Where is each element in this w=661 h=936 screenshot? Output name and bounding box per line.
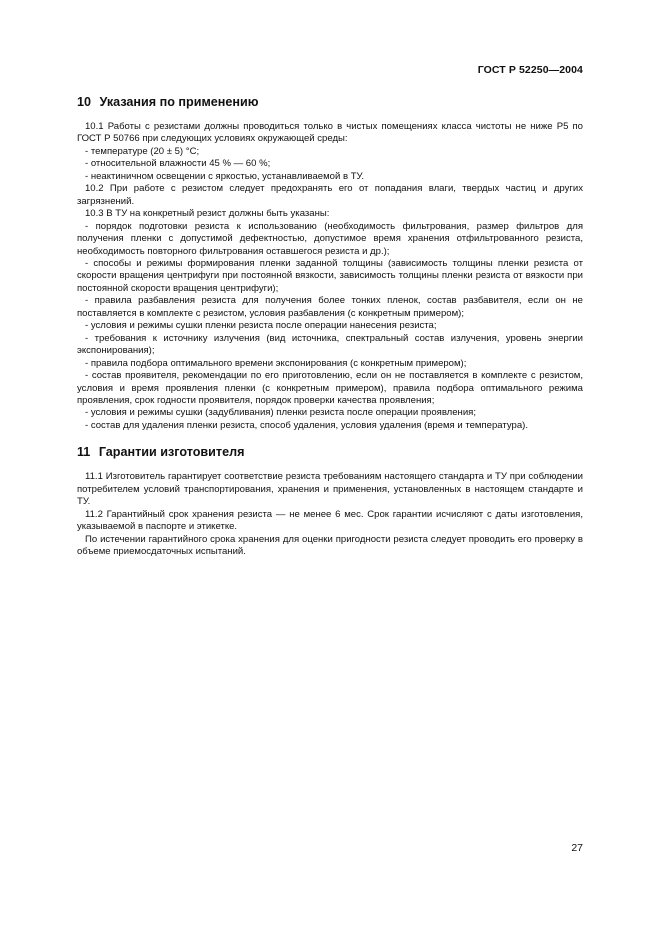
list-item: - порядок подготовки резиста к использованию (необходимость фильтрования, размер фильтров для получения пленки с допустимой дефектностью, допустимое время хранения отфильтрованного резиста, необходимость повторного фильтрования оставшегося резиста и др.); [77,220,583,257]
paragraph: 10.1 Работы с резистами должны проводиться только в чистых помещениях класса чистоты не ниже Р5 по ГОСТ Р 50766 при следующих условиях окружающей среды: [77,121,583,145]
paragraph: 11.1 Изготовитель гарантирует соответствие резиста требованиям настоящего стандарта и ТУ при соблюдении потребителем условий транспортирования, хранения и применения, установленных в настоящем стандарте и ТУ. [77,471,583,508]
paragraph: 10.2 При работе с резистом следует предохранять его от попадания влаги, твердых частиц и других загрязнений. [77,183,583,207]
list-item: - правила разбавления резиста для получения более тонких пленок, состав разбавителя, если он не поставляется в комплекте с резистом, условия разбавления (с конкретным примером); [77,295,583,319]
section-heading [77,444,583,460]
paragraph: По истечении гарантийного срока хранения для оценки пригодности резиста следует проводить его проверку в объеме приемосдаточных испытаний. [77,533,583,558]
section-11 [77,444,583,558]
list-item: - условия и режимы сушки пленки резиста после операции нанесения резиста; [85,320,437,332]
section-paragraphs [77,471,583,558]
list-item: - температуре (20 ± 5) °С; [85,145,200,157]
section-number: 11 [77,445,91,460]
section-number: 10 [77,95,92,109]
section-paragraphs [77,121,583,432]
section-10 [77,94,583,432]
list-item: - правила подбора оптимального времени экспонирования (с конкретным примером); [85,357,467,369]
section-heading [77,94,583,110]
list-item: - условия и режимы сушки (задубливания) пленки резиста после операции проявления; [85,407,476,419]
document-body [77,94,583,559]
list-item: - состав для удаления пленки резиста, способ удаления, условия удаления (время и температура). [85,419,528,431]
section-title: Гарантии изготовителя [98,445,245,460]
list-item: - состав проявителя, рекомендации по его приготовлению, если он не поставляется в комплекте с резистом, условия и время проявления пленки (с конкретным примером), правила подбора оптимального режима проявления, срок годности проявителя, порядок проверки качества проявления; [77,370,583,406]
list-item: - способы и режимы формирования пленки заданной толщины (зависимость толщины пленки резиста от скорости вращения центрифуги при постоянной вязкости, зависимость толщины пленки резиста от вязкости при постоянной скорости вращения центрифуги); [77,257,583,294]
paragraph: 10.3 В ТУ на конкретный резист должны быть указаны: [85,208,330,220]
list-item: - требования к источнику излучения (вид источника, спектральный состав излучения, уровень энергии экспонирования); [77,332,583,357]
page-number: 27 [571,842,583,854]
section-title: Указания по применению [99,95,259,109]
list-item: - неактиничном освещении с яркостью, устанавливаемой в ТУ. [85,170,364,182]
paragraph: 11.2 Гарантийный срок хранения резиста — не менее 6 мес. Срок гарантии исчисляют с даты изготовления, указываемой в паспорте и этикетке. [77,508,583,533]
list-item: - относительной влажности 45 % — 60 %; [85,158,271,170]
document-code: ГОСТ Р 52250—2004 [477,64,583,76]
